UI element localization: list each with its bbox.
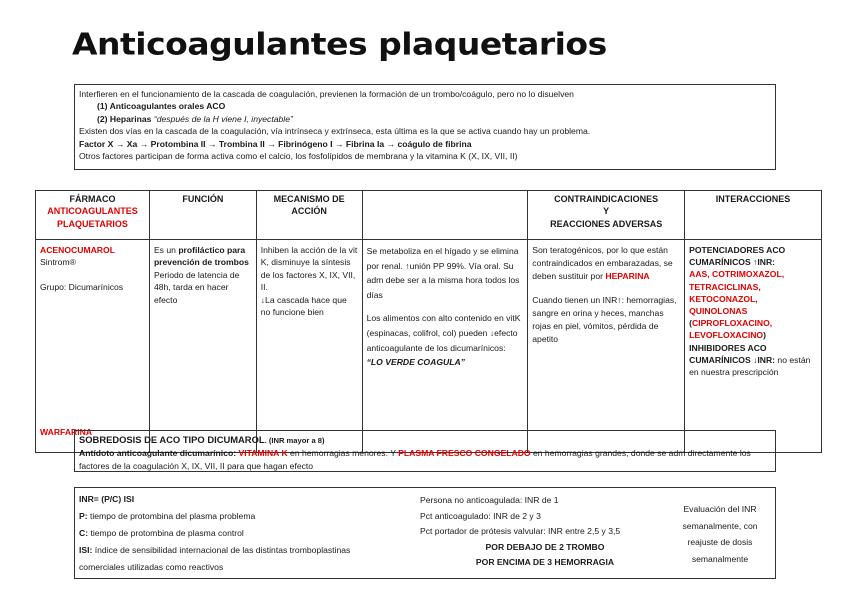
- cell-farmacocinetica: Se metaboliza en el hígado y se elimina por renal. ↑unión PP 99%. Vía oral. Su adm debe ser a la misma hora todos los días Los alimentos con alto contenido en vitK (espinacas, colifrol, col) pueden ↓efecto anticoagulante de los dicumarínicos: “LO VERDE COAGULA”: [362, 240, 528, 453]
- cell-interacciones: POTENCIADORES ACO CUMARÍNICOS ↑INR: AAS, COTRIMOXAZOL, TETRACICLINAS, KETOCONAZOL, QUINOLONAS (CIPROFLOXACINO, LEVOFLOXACINO) INHIBIDORES ACO CUMARÍNICOS ↓INR: no están en nuestra prescripción: [685, 240, 822, 453]
- cell-contraindicaciones: Son teratogénicos, por lo que están contraindicados en embarazadas, se deben sustituir por HEPARINA Cuando tienen un INR↑: hemorragias, sangre en orina y heces, manchas rojas en piel, vómitos, pérdida de apetito: [528, 240, 685, 453]
- inr-box: [74, 487, 776, 579]
- header-interacciones: INTERACCIONES: [685, 191, 822, 240]
- header-funcion: FUNCIÓN: [149, 191, 256, 240]
- header-mecanismo: MECANISMO DE ACCIÓN: [256, 191, 362, 240]
- inr-low: POR DEBAJO DE 2 TROMBO: [485, 541, 605, 552]
- drug-warfarina: WARFARINA: [40, 427, 93, 437]
- inr-formula: INR= (P/C) ISI: [79, 494, 135, 504]
- heparina-label: HEPARINA: [605, 271, 650, 282]
- intro-line: Existen dos vías en la cascada de la coagulación, vía intrínseca y extrínseca, esta última es la que se activa cuando hay un problema.: [79, 126, 591, 137]
- drug-group: Grupo: Dicumarínicos: [40, 281, 124, 292]
- cell-funcion: Es un profiláctico para prevención de trombos Periodo de latencia de 48h, tarda en hacer efecto: [149, 240, 256, 453]
- header-farmaco: FÁRMACO ANTICOAGULANTES PLAQUETARIOS: [36, 191, 150, 240]
- vitamina-k: VITAMINA K: [238, 448, 288, 459]
- heparinas-note: “después de la H viene I, inyectable”: [153, 113, 293, 124]
- table-row: [36, 240, 822, 453]
- intro-item-heparinas: [79, 113, 771, 125]
- plasma-fresco: PLASMA FRESCO CONGELADO: [398, 448, 531, 459]
- inr-reference-section: Persona no anticoagulada: INR de 1 Pct anticoagulado: INR de 2 y 3 Pct portador de prótesis valvular: INR entre 2,5 y 3,5 POR DEBAJO DE 2 TROMBO POR ENCIMA DE 3 HEMORRAGIA: [420, 493, 670, 571]
- overdose-box: SOBREDOSIS DE ACO TIPO DICUMAROL. (INR mayor a 8) Antídoto anticoagulante dicumarínico: VITAMINA K en hemorragias menores. Y PLASMA FRESCO CONGELADO en hemorragias grandes, donde se adm directamente los factores de la coagulación X, IX, VII, II para que hagan efecto: [74, 430, 776, 472]
- header-farmacocinetica: [362, 191, 528, 240]
- cell-mecanismo: Inhiben la acción de la vit K, disminuye la síntesis de los factores X, IX, VII, II. ↓La cascada hace que no funcione bien: [256, 240, 362, 453]
- intro-line: Otros factores participan de forma activa como el calcio, los fosfolípidos de membrana y la vitamina K (X, IX, VII, II): [79, 151, 518, 162]
- drug-table: [35, 190, 822, 453]
- table-header-row: [36, 191, 822, 240]
- overdose-title: SOBREDOSIS DE ACO TIPO DICUMAROL: [79, 434, 265, 445]
- inr-formula-section: INR= (P/C) ISI P: tiempo de protombina del plasma problema C: tiempo de protombina de plasma control ISI: índice de sensibilidad internacional de las distintas tromboplastinas comerciales utilizadas como reactivos: [79, 491, 379, 576]
- page-title: Anticoagulantes plaquetarios: [72, 26, 607, 62]
- drug-brand: Sintrom®: [40, 257, 76, 268]
- inr-evaluation-note: Evaluación del INR semanalmente, con reajuste de dosis semanalmente: [682, 504, 758, 564]
- header-contraindicaciones: CONTRAINDICACIONES Y REACCIONES ADVERSAS: [528, 191, 685, 240]
- lo-verde-coagula: “LO VERDE COAGULA”: [366, 357, 465, 368]
- inhibitors-label: INHIBIDORES ACO CUMARÍNICOS ↓INR:: [689, 342, 776, 365]
- cascade-line: Factor X → Xa → Protombina II → Trombina II → Fibrinógeno I → Fibrina Ia → coágulo de fibrina: [79, 138, 472, 149]
- intro-line: Interfieren en el funcionamiento de la cascada de coagulación, previenen la formación de un trombo/coágulo, pero no lo disuelven: [79, 89, 574, 99]
- intro-box: [74, 84, 776, 170]
- heparinas-label: (2) Heparinas: [97, 113, 152, 124]
- drug-acenocumarol: ACENOCUMAROL: [40, 245, 115, 255]
- intro-item-aco: (1) Anticoagulantes orales ACO: [97, 101, 226, 112]
- inr-high: POR ENCIMA DE 3 HEMORRAGIA: [475, 557, 615, 568]
- header-farmaco-sub: ANTICOAGULANTES PLAQUETARIOS: [47, 206, 138, 229]
- cell-farmaco: [36, 240, 150, 453]
- potentiator-drugs: AAS, COTRIMOXAZOL, TETRACICLINAS, KETOCONAZOL, QUINOLONAS: [689, 269, 785, 317]
